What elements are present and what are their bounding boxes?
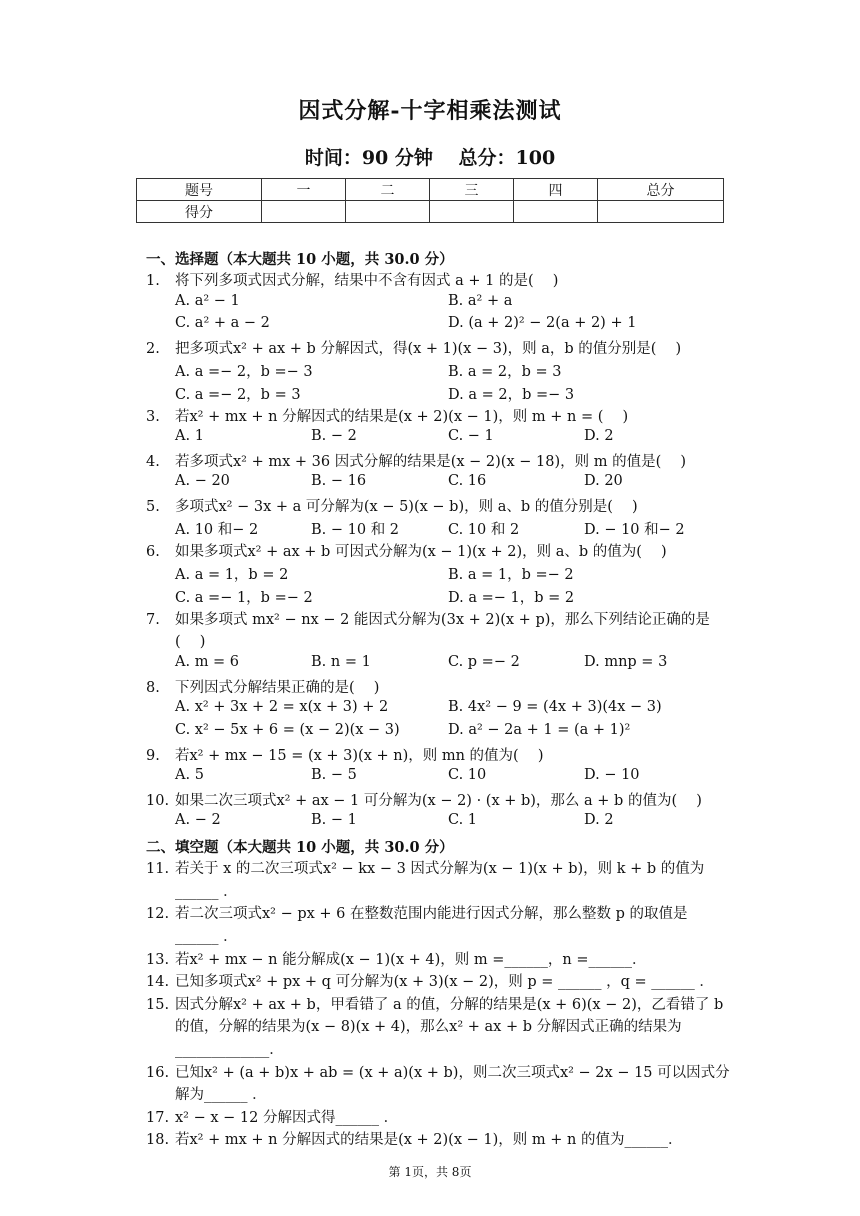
option: C. a =− 2，b = 3 [175,387,301,403]
option: D. 2 [584,812,614,828]
score-cell [598,201,724,223]
question-number: 7. [146,612,160,628]
score-cell [262,201,346,223]
score-header-cell: 总分 [598,179,724,201]
option: C. 16 [448,473,487,489]
option-row [175,293,735,315]
option-row [175,563,735,585]
option: C. 10 和 2 [448,522,520,538]
question-text: 将下列多项式因式分解，结果中不含有因式 a + 1 的是( ) [175,273,559,289]
question-number: 10. [146,793,170,809]
option: A. a² − 1 [175,293,240,309]
question-number: 11. [146,861,170,877]
question-number: 6. [146,544,160,560]
option: C. 10 [448,767,487,783]
score-table-header-row [137,179,724,201]
option: A. a = 1，b = 2 [175,567,289,583]
question-text: 下列因式分解结果正确的是( ) [175,680,380,696]
option: A. − 2 [175,812,221,828]
section-heading-choice: 一、选择题（本大题共 10 小题，共 30.0 分） [146,251,454,268]
option: B. a = 2，b = 3 [448,364,562,380]
question-text: x² − x − 12 分解因式得______ ． [175,1110,399,1126]
exam-subtitle: 时间：90 分钟 总分：100 [304,147,556,169]
option: B. a = 1，b =− 2 [448,567,574,583]
question-number: 15. [146,997,170,1013]
option: C. 1 [448,812,478,828]
option: B. − 2 [311,428,357,444]
option-row [175,360,735,382]
question-text: 若x² + mx − 15 = (x + 3)(x + n)，则 mn 的值为( ) [175,748,544,764]
question-number: 1. [146,273,160,289]
score-cell [346,201,430,223]
option: C. p =− 2 [448,654,520,670]
option: A. 10 和− 2 [175,522,259,538]
question-number: 4. [146,454,160,470]
option-row [175,428,735,450]
page-title: 因式分解-十字相乘法测试 [298,98,562,124]
option: B. − 5 [311,767,357,783]
option: B. − 1 [311,812,357,828]
question-text: 若关于 x 的二次三项式x² − kx − 3 因式分解为(x − 1)(x + b)，则 k + b 的值为 [175,861,705,877]
question-text: 如果二次三项式x² + ax − 1 可分解为(x − 2) · (x + b)，那么 a + b 的值为( ) [175,793,702,809]
option: D. a =− 1，b = 2 [448,590,575,606]
score-cell [514,201,598,223]
option-row [175,767,735,789]
question-number: 16. [146,1065,170,1081]
answer-blank[interactable]: _____________． [175,1042,284,1058]
option: B. 4x² − 9 = (4x + 3)(4x − 3) [448,699,662,715]
question-number: 14. [146,974,170,990]
score-header-cell: 三 [430,179,514,201]
question-text: 的值，分解的结果为(x − 8)(x + 4)，那么x² + ax + b 分解因式正确的结果为 [175,1019,682,1035]
question-text: 已知x² + (a + b)x + ab = (x + a)(x + b)，则二次三项式x² − 2x − 15 可以因式分 [175,1065,730,1081]
score-header-cell: 一 [262,179,346,201]
option-row [175,473,735,495]
option-row [175,699,735,721]
option: C. a² + a − 2 [175,315,270,331]
question-number: 17. [146,1110,170,1126]
option-row [175,518,735,540]
option-row [175,654,735,676]
option: C. − 1 [448,428,494,444]
question-text: 若x² + mx − n 能分解成(x − 1)(x + 4)，则 m =______，n =______． [175,952,647,968]
option: D. a² − 2a + 1 = (a + 1)² [448,722,631,738]
option: A. m = 6 [175,654,240,670]
question-text: 如果多项式 mx² − nx − 2 能因式分解为(3x + 2)(x + p)，那么下列结论正确的是 [175,612,710,628]
question-number: 2. [146,341,160,357]
section-heading-fill: 二、填空题（本大题共 10 小题，共 30.0 分） [146,839,454,856]
option: B. a² + a [448,293,513,309]
score-header-cell: 二 [346,179,430,201]
question-number: 3. [146,409,160,425]
score-header-cell: 四 [514,179,598,201]
option-row [175,586,735,608]
question-text: 把多项式x² + ax + b 分解因式，得(x + 1)(x − 3)，则 a，b 的值分别是( ) [175,341,682,357]
option-row [175,722,735,744]
option: A. x² + 3x + 2 = x(x + 3) + 2 [175,699,389,715]
question-text: 解为______ ． [175,1087,267,1103]
option: A. a =− 2，b =− 3 [175,364,313,380]
option: D. 2 [584,428,614,444]
option-row [175,315,735,337]
option: D. mnp = 3 [584,654,668,670]
question-text: 若x² + mx + n 分解因式的结果是(x + 2)(x − 1)，则 m + n 的值为______． [175,1132,683,1148]
option: D. 20 [584,473,623,489]
score-row-label: 得分 [137,201,262,223]
option-row [175,812,735,834]
question-text: 若x² + mx + n 分解因式的结果是(x + 2)(x − 1)，则 m + n = ( ) [175,409,629,425]
option: C. a =− 1，b =− 2 [175,590,313,606]
page-footer: 第 1页，共 8页 [388,1165,472,1179]
option: B. − 16 [311,473,367,489]
question-text: ( ) [175,634,206,650]
option: D. − 10 [584,767,640,783]
option: B. − 10 和 2 [311,522,400,538]
question-text: 已知多项式x² + px + q 可分解为(x + 3)(x − 2)，则 p = ______ ，q = ______ ． [175,974,714,990]
option: A. 1 [175,428,204,444]
option: D. (a + 2)² − 2(a + 2) + 1 [448,315,637,331]
score-table-row [137,201,724,223]
question-text: 若多项式x² + mx + 36 因式分解的结果是(x − 2)(x − 18)，则 m 的值是( ) [175,454,686,470]
answer-blank[interactable]: ______ ． [175,929,238,945]
question-number: 12. [146,906,170,922]
option-row [175,383,735,405]
question-text: 因式分解x² + ax + b，甲看错了 a 的值，分解的结果是(x + 6)(x − 2)，乙看错了 b [175,997,724,1013]
score-header-cell: 题号 [137,179,262,201]
option: D. − 10 和− 2 [584,522,685,538]
answer-blank[interactable]: ______ ． [175,884,238,900]
question-number: 5. [146,499,160,515]
question-number: 18. [146,1132,170,1148]
option: A. − 20 [175,473,230,489]
question-number: 13. [146,952,170,968]
question-text: 如果多项式x² + ax + b 可因式分解为(x − 1)(x + 2)，则 a、b 的值为( ) [175,544,667,560]
score-table [136,178,724,223]
question-number: 9. [146,748,160,764]
question-number: 8. [146,680,160,696]
question-text: 若二次三项式x² − px + 6 在整数范围内能进行因式分解，那么整数 p 的取值是 [175,906,688,922]
option: C. x² − 5x + 6 = (x − 2)(x − 3) [175,722,400,738]
score-cell [430,201,514,223]
option: A. 5 [175,767,204,783]
option: D. a = 2，b =− 3 [448,387,575,403]
question-text: 多项式x² − 3x + a 可分解为(x − 5)(x − b)，则 a、b 的值分别是( ) [175,499,638,515]
option: B. n = 1 [311,654,371,670]
